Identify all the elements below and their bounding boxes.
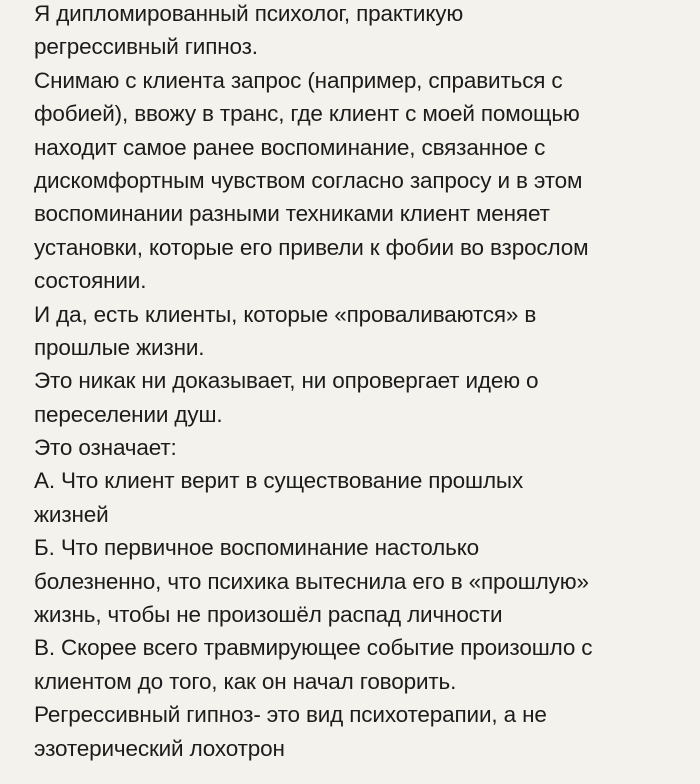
text-line-past-lives-2: прошлые жизни. [34,334,205,360]
text-line-method-7: состоянии. [34,268,147,294]
text-line-method-4: дискомфортным чувством согласно запросу и в этом [34,167,583,193]
text-line-method-6: установки, которые его привели к фобии во взрослом [34,234,589,260]
text-line-point-b-3: жизнь, чтобы не произошёл распад личности [34,602,503,628]
text-line-intro-2: регрессивный гипноз. [34,34,258,60]
text-line-reincarnation-2: переселении душ. [34,401,223,427]
text-line-point-b-2: болезненно, что психика вытеснила его в «прошлую» [34,568,589,594]
text-line-point-v-1: В. Скорее всего травмирующее событие произошло с [34,635,593,661]
text-line-conclusion-1: Регрессивный гипноз- это вид психотерапии, а не [34,702,547,728]
text-line-point-a-1: А. Что клиент верит в существование прошлых [34,468,524,494]
text-line-reincarnation-1: Это никак ни доказывает, ни опровергает идею о [34,368,539,394]
text-line-method-3: находит самое ранее воспоминание, связанное с [34,134,546,160]
text-line-meaning-heading: Это означает: [34,435,177,461]
text-line-point-a-2: жизней [34,501,109,527]
text-line-point-b-1: Б. Что первичное воспоминание настолько [34,535,480,561]
text-line-point-v-2: клиентом до того, как он начал говорить. [34,668,457,694]
text-line-method-2: фобией), ввожу в транс, где клиент с моей помощью [34,101,580,127]
text-line-method-5: воспоминании разными техниками клиент меняет [34,201,550,227]
post-text [34,0,674,765]
text-line-conclusion-2: эзотерический лохотрон [34,735,285,761]
text-line-intro-1: Я дипломированный психолог, практикую [34,1,464,26]
text-line-past-lives-1: И да, есть клиенты, которые «проваливаются» в [34,301,537,327]
text-line-method-1: Снимаю с клиента запрос (например, справиться с [34,67,563,93]
